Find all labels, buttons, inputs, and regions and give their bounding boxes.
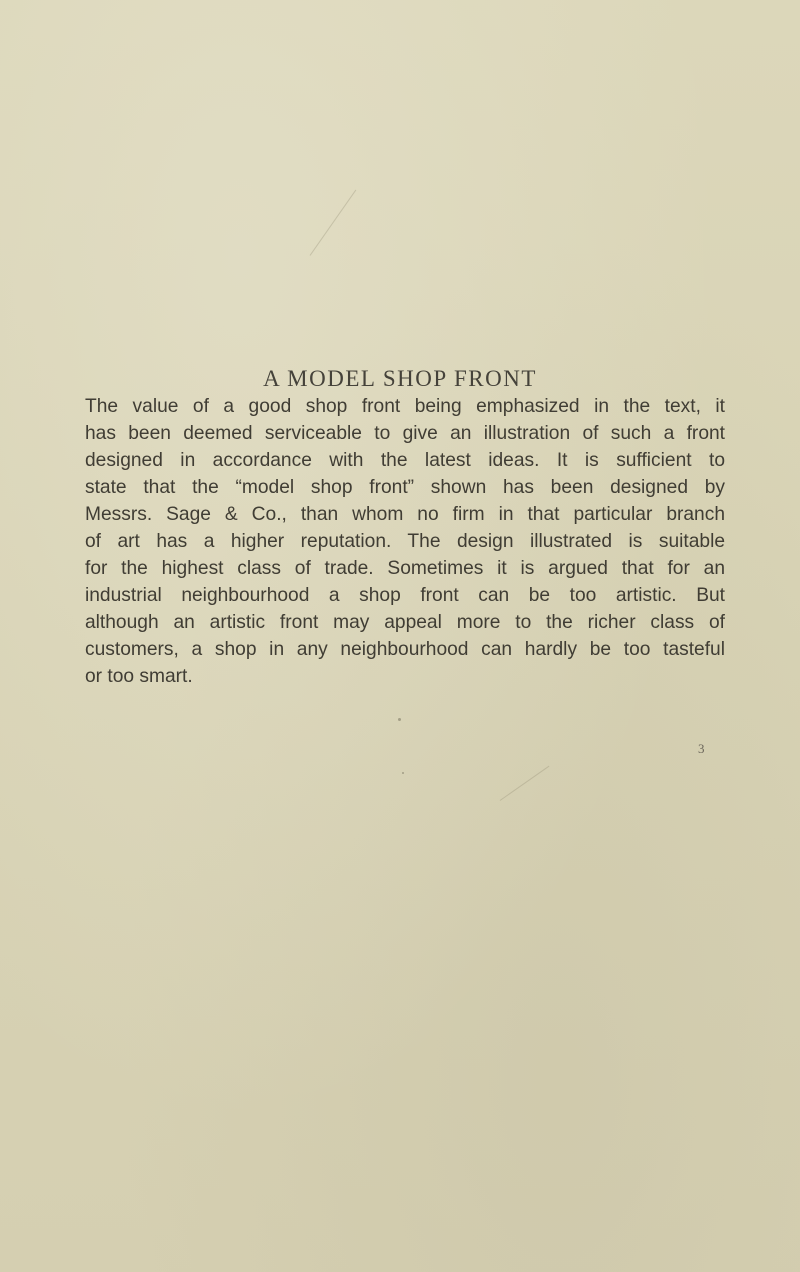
paragraph-line: or too smart. — [85, 666, 193, 687]
paper-speck — [398, 718, 401, 721]
page-title: A MODEL SHOP FRONT — [263, 366, 537, 391]
paragraph-line: has been deemed serviceable to give an illustration of such a front — [85, 423, 725, 444]
paragraph-line: customers, a shop in any neighbourhood can hardly be too tasteful — [85, 639, 725, 660]
paragraph-line: of art has a higher reputation. The design illustrated is suitable — [85, 531, 725, 552]
body-paragraph — [85, 393, 725, 690]
paper-crease — [310, 190, 357, 256]
paragraph-line: Messrs. Sage & Co., than whom no firm in that particular branch — [85, 504, 725, 525]
paper-crease — [500, 766, 550, 801]
paragraph-line: The value of a good shop front being emphasized in the text, it — [85, 396, 725, 417]
paragraph-line: industrial neighbourhood a shop front can be too artistic. But — [85, 585, 725, 606]
paragraph-line: state that the “model shop front” shown has been designed by — [85, 477, 725, 498]
paper-speck — [402, 772, 404, 774]
page-number: 3 — [698, 741, 705, 756]
paragraph-line: although an artistic front may appeal more to the richer class of — [85, 612, 725, 633]
paragraph-line: designed in accordance with the latest ideas. It is sufficient to — [85, 450, 725, 471]
paragraph-line: for the highest class of trade. Sometimes it is argued that for an — [85, 558, 725, 579]
